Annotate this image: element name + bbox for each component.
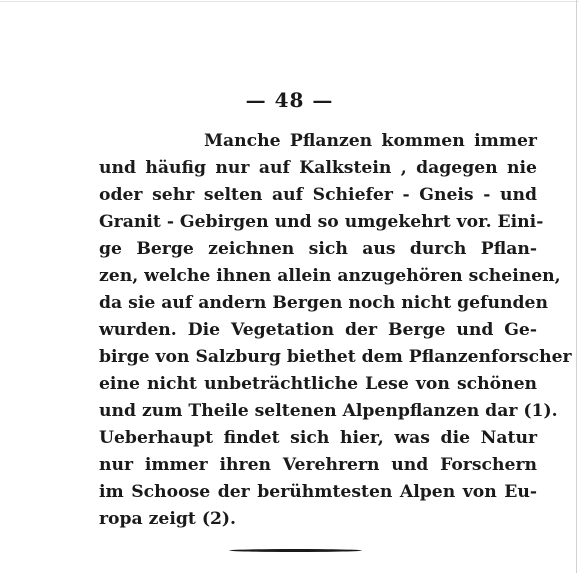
section-divider-rule bbox=[229, 549, 362, 552]
body-text bbox=[99, 128, 572, 533]
text-line: im Schoose der berühmtesten Alpen von Eu- bbox=[99, 482, 537, 502]
text-line: ropa zeigt (2). bbox=[99, 509, 237, 529]
text-line: und häufig nur auf Kalkstein , dagegen nie bbox=[99, 158, 537, 178]
text-line: da sie auf andern Bergen noch nicht gefunden bbox=[99, 293, 548, 313]
text-line: wurden. Die Vegetation der Berge und Ge- bbox=[99, 320, 537, 340]
text-line: und zum Theile seltenen Alpenpflanzen dar (1). bbox=[99, 401, 558, 421]
page-top-edge bbox=[0, 1, 579, 2]
text-line: Ueberhaupt findet sich hier, was die Natur bbox=[99, 428, 537, 448]
text-line: oder sehr selten auf Schiefer - Gneis - und bbox=[99, 185, 537, 205]
text-line: Manche Pflanzen kommen immer bbox=[204, 131, 537, 151]
text-line: Granit - Gebirgen und so umgekehrt vor. Eini- bbox=[99, 212, 544, 232]
text-line: nur immer ihren Verehrern und Forschern bbox=[99, 455, 537, 475]
text-line: ge Berge zeichnen sich aus durch Pflan- bbox=[99, 239, 537, 259]
text-line: eine nicht unbeträchtliche Lese von schönen bbox=[99, 374, 537, 394]
text-line: birge von Salzburg biethet dem Pflanzenforscher bbox=[99, 347, 572, 367]
text-line: zen, welche ihnen allein anzugehören scheinen, bbox=[99, 266, 561, 286]
page-right-edge bbox=[576, 0, 577, 573]
page-number: — 48 — bbox=[245, 88, 334, 112]
